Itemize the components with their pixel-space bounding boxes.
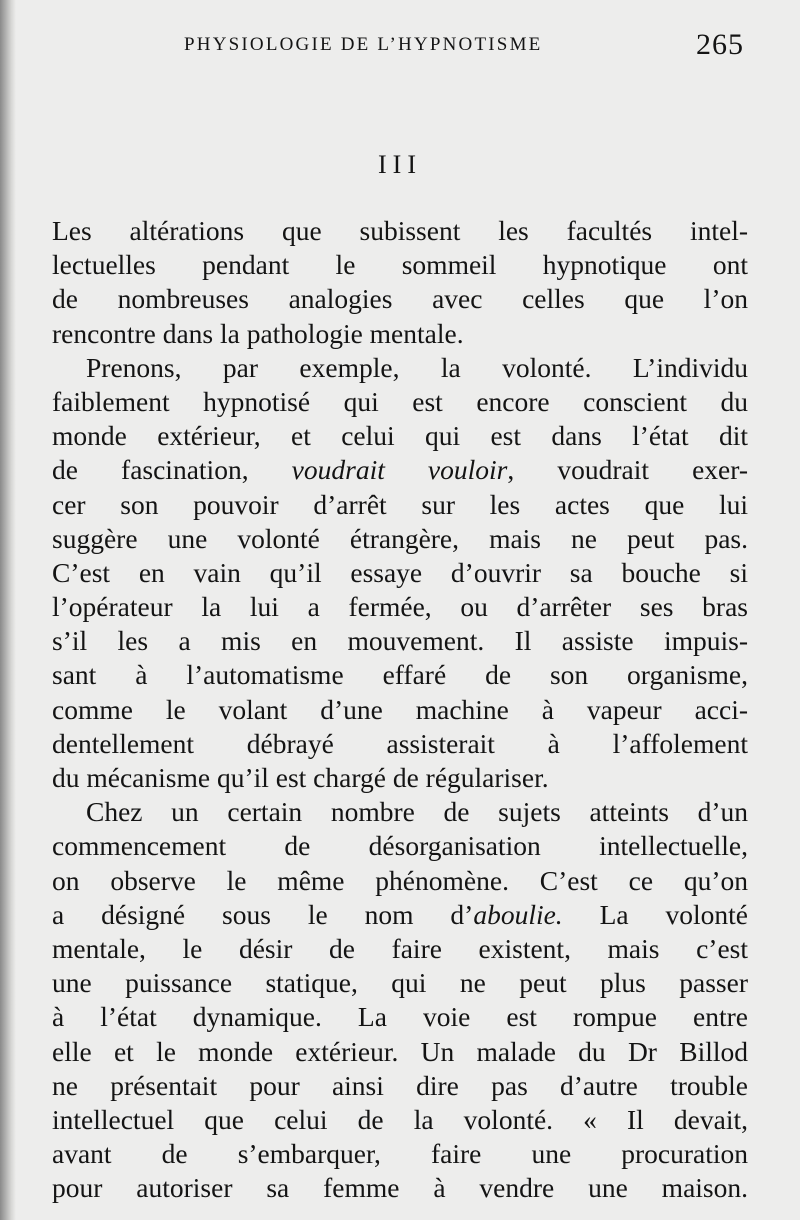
text-line <box>52 898 748 932</box>
text-segment: , voudrait exer- <box>507 454 748 486</box>
text-line: Prenons, par exemple, la volonté. L’individu <box>86 351 748 383</box>
section-heading: III <box>378 150 422 179</box>
text-line: elle et le monde extérieur. Un malade du Dr Billod <box>52 1035 748 1067</box>
text-line: Chez un certain nombre de sujets atteints d’un <box>86 796 748 828</box>
text-line: avant de s’embarquer, faire une procuration <box>52 1138 748 1170</box>
italic-phrase: aboulie. <box>473 898 563 930</box>
page-header <box>0 28 800 64</box>
text-line: C’est en vain qu’il essaye d’ouvrir sa bouche si <box>52 556 748 588</box>
text-line <box>52 453 748 487</box>
text-line: une puissance statique, qui ne peut plus passer <box>52 967 748 999</box>
text-line: lectuelles pendant le sommeil hypnotique ont <box>52 249 748 281</box>
italic-phrase: voudrait vouloir <box>291 454 508 486</box>
text-line: cer son pouvoir d’arrêt sur les actes que lui <box>52 488 748 520</box>
text-line: sant à l’automatisme effaré de son organisme, <box>52 659 748 691</box>
text-line: l’opérateur la lui a fermée, ou d’arrêter ses bras <box>52 591 748 623</box>
text-line: Les altérations que subissent les facultés intel- <box>52 215 748 246</box>
text-line: s’il les a mis en mouvement. Il assiste impuis- <box>52 625 748 657</box>
text-line: comme le volant d’une machine à vapeur acci- <box>52 693 748 725</box>
page-gutter-shadow <box>0 0 16 1220</box>
text-line: rencontre dans la pathologie mentale. <box>52 317 464 349</box>
running-title: PHYSIOLOGIE DE L’HYPNOTISME <box>184 34 543 55</box>
text-line: à l’état dynamique. La voie est rompue entre <box>52 1001 748 1033</box>
text-line: pour autoriser sa femme à vendre une maison. <box>52 1172 748 1204</box>
text-line: on observe le même phénomène. C’est ce qu’on <box>52 864 748 896</box>
page-number: 265 <box>696 28 744 61</box>
text-segment: a désigné sous le nom d’ <box>52 898 474 930</box>
text-line: monde extérieur, et celui qui est dans l’état dit <box>52 420 748 452</box>
text-line: dentellement débrayé assisterait à l’affolement <box>52 727 748 759</box>
text-segment: de fascination, <box>52 454 292 486</box>
text-line: mentale, le désir de faire existent, mais c’est <box>52 932 748 964</box>
text-line: ne présentait pour ainsi dire pas d’autre trouble <box>52 1069 748 1101</box>
text-line: faiblement hypnotisé qui est encore conscient du <box>52 385 748 417</box>
text-line: du mécanisme qu’il est chargé de régulariser. <box>52 762 549 793</box>
body-text <box>52 214 748 1205</box>
text-segment: La volonté <box>562 898 748 930</box>
text-line: commencement de désorganisation intellectuelle, <box>52 830 748 862</box>
text-line: de nombreuses analogies avec celles que l’on <box>52 283 748 315</box>
text-line: intellectuel que celui de la volonté. « Il devait, <box>52 1103 748 1135</box>
text-line: suggère une volonté étrangère, mais ne peut pas. <box>52 522 748 554</box>
